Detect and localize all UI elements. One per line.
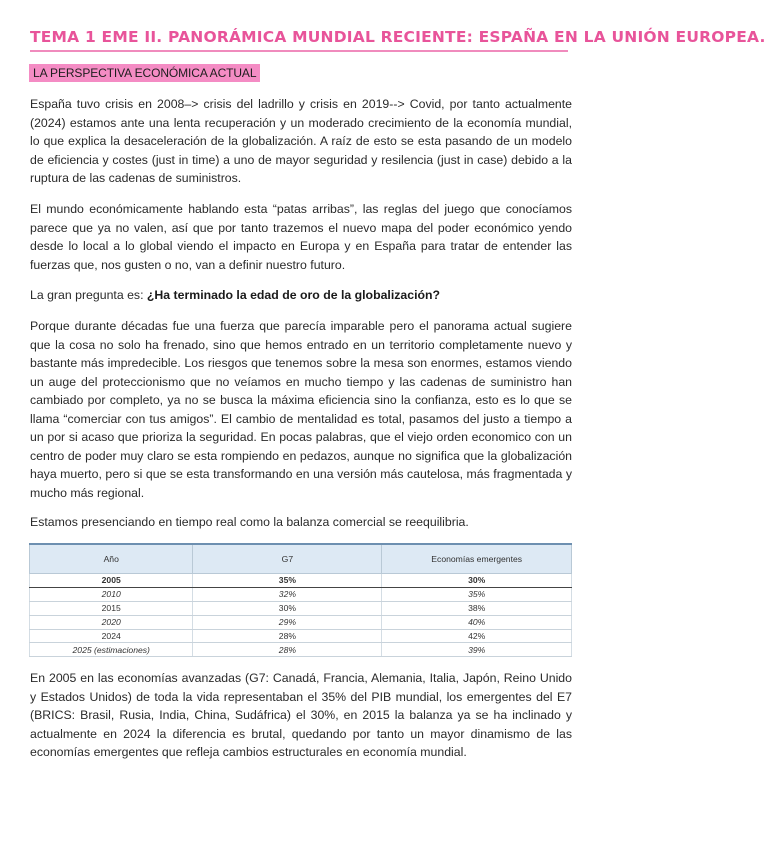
cell-emerging: 42% bbox=[382, 629, 572, 643]
table-row bbox=[30, 629, 572, 643]
cell-g7: 29% bbox=[193, 615, 382, 629]
table-header-row bbox=[30, 544, 572, 574]
cell-g7: 28% bbox=[193, 629, 382, 643]
table-row bbox=[30, 574, 572, 588]
paragraph-crisis: España tuvo crisis en 2008–> crisis del ladrillo y crisis en 2019--> Covid, por tanto actualmente (2024) estamos ante una lenta recuperación y un moderado crecimiento de la economía mundial, lo que explica la desaceleración de la globalización. A raíz de esto se esta pasando de un modelo de eficiencia y costes (just in time) a uno de mayor seguridad y resilencia (just in case) debido a la ruptura de las cadenas de suministros. bbox=[30, 97, 572, 185]
cell-emerging: 30% bbox=[382, 574, 572, 588]
cell-year: 2024 bbox=[30, 629, 193, 643]
header-emerging: Economías emergentes bbox=[382, 544, 572, 574]
section-heading: LA PERSPECTIVA ECONÓMICA ACTUAL bbox=[29, 64, 260, 82]
cell-year: 2005 bbox=[30, 574, 193, 588]
document-title: TEMA 1 EME II. PANORÁMICA MUNDIAL RECIENTE: ESPAÑA EN LA UNIÓN EUROPEA. bbox=[30, 28, 766, 46]
table-row bbox=[30, 587, 572, 601]
title-underline bbox=[30, 50, 568, 52]
question-prefix: La gran pregunta es: bbox=[30, 288, 147, 302]
paragraph-gdp-comparison: En 2005 en las economías avanzadas (G7: Canadá, Francia, Alemania, Italia, Japón, Reino Unido y Estados Unidos) de toda la vida representaban el 35% del PIB mundial, los emergentes del E7 (BRICS: Brasil, Rusia, India, China, Sudáfrica) el 30%, en 2015 la balanza ya se ha inclinado y actualmente en 2024 la diferencia es brutal, quedando por tanto un mayor dinamismo de las economías emergentes que refleja cambios estructurales en economía mundial. bbox=[30, 671, 572, 759]
paragraph-globalization: Porque durante décadas fue una fuerza que parecía imparable pero el panorama actual sugiere que la cosa no solo ha frenado, sino que hemos entrado en un territorio completamente nuevo y bastante más impredecible. Los riesgos que tenemos sobre la mesa son enormes, estamos viendo un auge del proteccionismo que no veíamos en mucho tiempo y las cadenas de suministro han cambiado por completo, ya no se busca la máxima eficiencia sino la confianza, esto es lo que se llama “comerciar con tus amigos”. El cambio de mentalidad es total, pasamos del justo a tiempo a un por si acaso que prioriza la seguridad. En pocas palabras, que el viejo orden economico con un centro de poder muy claro se esta rompiendo en pedazos, aunque no significa que la globalización haya muerto, pero si que se esta transformando en una versión más cautelosa, más fragmentada y mucho más regional. bbox=[30, 319, 572, 500]
question-text: ¿Ha terminado la edad de oro de la globalización? bbox=[146, 288, 441, 302]
cell-emerging: 39% bbox=[382, 643, 572, 657]
paragraph-question bbox=[30, 286, 572, 305]
cell-year: 2025 (estimaciones) bbox=[30, 643, 193, 657]
gdp-share-table bbox=[29, 543, 572, 657]
header-year: Año bbox=[30, 544, 193, 574]
cell-g7: 32% bbox=[193, 587, 382, 601]
table-row bbox=[30, 615, 572, 629]
table-row bbox=[30, 643, 572, 657]
cell-year: 2015 bbox=[30, 601, 193, 615]
cell-g7: 35% bbox=[193, 574, 382, 588]
cell-g7: 30% bbox=[193, 601, 382, 615]
cell-emerging: 35% bbox=[382, 587, 572, 601]
cell-year: 2020 bbox=[30, 615, 193, 629]
paragraph-world-economy: El mundo económicamente hablando esta “patas arribas”, las reglas del juego que conocíamos parece que ya no valen, así que por tanto trazemos el nuevo mapa del poder económico yendo desde lo local a lo global viendo el impacto en Europa y en España para tratar de entender las fuerzas que, nos gusten o no, van a definir nuestro futuro. bbox=[30, 202, 572, 272]
cell-emerging: 38% bbox=[382, 601, 572, 615]
paragraph-trade-balance: Estamos presenciando en tiempo real como la balanza comercial se reequilibria. bbox=[30, 515, 469, 529]
table-row bbox=[30, 601, 572, 615]
cell-g7: 28% bbox=[193, 643, 382, 657]
cell-year: 2010 bbox=[30, 587, 193, 601]
cell-emerging: 40% bbox=[382, 615, 572, 629]
header-g7: G7 bbox=[193, 544, 382, 574]
